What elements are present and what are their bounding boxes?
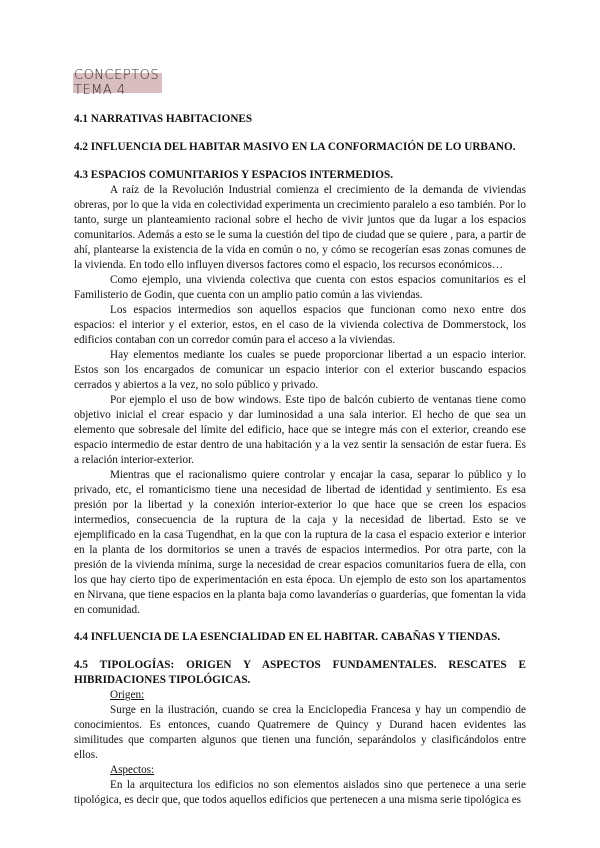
paragraph: Mientras que el racionalismo quiere controlar y encajar la casa, separar lo público y lo privado, etc, el romanticismo tiene una necesidad de libertad de identidad y sentimiento. Es esa presión por la libertad y la conexión interior-exterior lo que hace que se creen los espacios intermedios, consecuencia de la ruptura de la caja y la necesidad de libertad. Esto se ve ejemplificado en la casa Tugendhat, en la que con la ruptura de la casa el espacio exterior e interior en la planta de los dormitorios se unen a través de espacios intermedios. Por otra parte, con la presión de la vivienda mínima, surge la necesidad de crear espacios comunitarios fuera de ella, con los que hay cierto tipo de experimentación en esta época. Un ejemplo de esto son los apartamentos en Nirvana, que tiene espacios en la planta baja como lavanderías o guarderías, que fomentan la vida en comunidad. bbox=[74, 469, 526, 616]
paragraph: En la arquitectura los edificios no son elementos aislados sino que pertenece a una serie tipológica, es decir que, que todos aquellos edificios que pertenecen a una misma serie tipológica es bbox=[74, 779, 526, 806]
subheading-origen: Origen: bbox=[110, 689, 145, 701]
paragraph: A raíz de la Revolución Industrial comienza el crecimiento de la demanda de viviendas obreras, por lo que la vida en colectividad experimenta un crecimiento paralelo a eso también. Por lo tanto, surge un planteamiento racional sobre el hecho de vivir juntos que da lugar a los espacios comunitarios. Además a esto se le suma la cuestión del tipo de ciudad que se quiere , para, a partir de ahí, plantearse la existencia de la vida en común o no, y cómo se recogerían esas zonas comunes de la vivienda. En todo ello influyen diversos factores como el espacio, los recursos económicos… bbox=[74, 184, 527, 271]
heading-4-3: 4.3 ESPACIOS COMUNITARIOS Y ESPACIOS INTERMEDIOS. bbox=[74, 169, 393, 181]
subheading-aspectos: Aspectos: bbox=[110, 764, 155, 776]
document-body bbox=[74, 112, 526, 808]
heading-4-4: 4.4 INFLUENCIA DE LA ESENCIALIDAD EN EL HABITAR. CABAÑAS Y TIENDAS. bbox=[74, 631, 501, 643]
paragraph: Como ejemplo, una vivienda colectiva que cuenta con estos espacios comunitarios es el Familisterio de Godin, que cuenta con un amplio patio común a las viviendas. bbox=[74, 274, 526, 301]
heading-4-1: 4.1 NARRATIVAS HABITACIONES bbox=[74, 113, 253, 125]
paragraph: Surge en la ilustración, cuando se crea la Enciclopedia Francesa y hay un compendio de conocimientos. Es entonces, cuando Quatremere de Quincy y Durand hacen evidentes las similitudes que comparten algunos que tienen una función, separándolos y clasificándolos entre ellos. bbox=[74, 704, 526, 761]
paragraph: Hay elementos mediante los cuales se puede proporcionar libertad a un espacio interior. Estos son los encargados de comunicar un espacio interior con el exterior buscando espacios cerrados y abiertos a la vez, no solo público y privado. bbox=[74, 349, 526, 391]
heading-4-5-line2: HIBRIDACIONES TIPOLÓGICAS. bbox=[74, 674, 251, 686]
heading-4-5-line1: 4.5 TIPOLOGÍAS: ORIGEN Y ASPECTOS FUNDAMENTALES. RESCATES E bbox=[74, 659, 526, 671]
paragraph: Los espacios intermedios son aquellos espacios que funcionan como nexo entre dos espacios: el interior y el exterior, estos, en el caso de la vivienda colectiva de Dommerstock, los edificios contaban con un corredor común para el acceso a la viviendas. bbox=[74, 304, 526, 346]
document-title: CONCEPTOS TEMA 4 bbox=[74, 68, 160, 98]
heading-4-2: 4.2 INFLUENCIA DEL HABITAR MASIVO EN LA CONFORMACIÓN DE LO URBANO. bbox=[74, 141, 516, 153]
paragraph: Por ejemplo el uso de bow windows. Este tipo de balcón cubierto de ventanas tiene como objetivo inicial el crear espacio y dar luminosidad a una sala interior. El hecho de que sea un elemento que sobresale del límite del edificio, hace que se integre más con el exterior, creando ese espacio intermedio de estar dentro de una habitación y a la vez sentir la sensación de estar fuera. Es a relación interior-exterior. bbox=[74, 394, 526, 466]
title-highlight bbox=[73, 68, 162, 98]
